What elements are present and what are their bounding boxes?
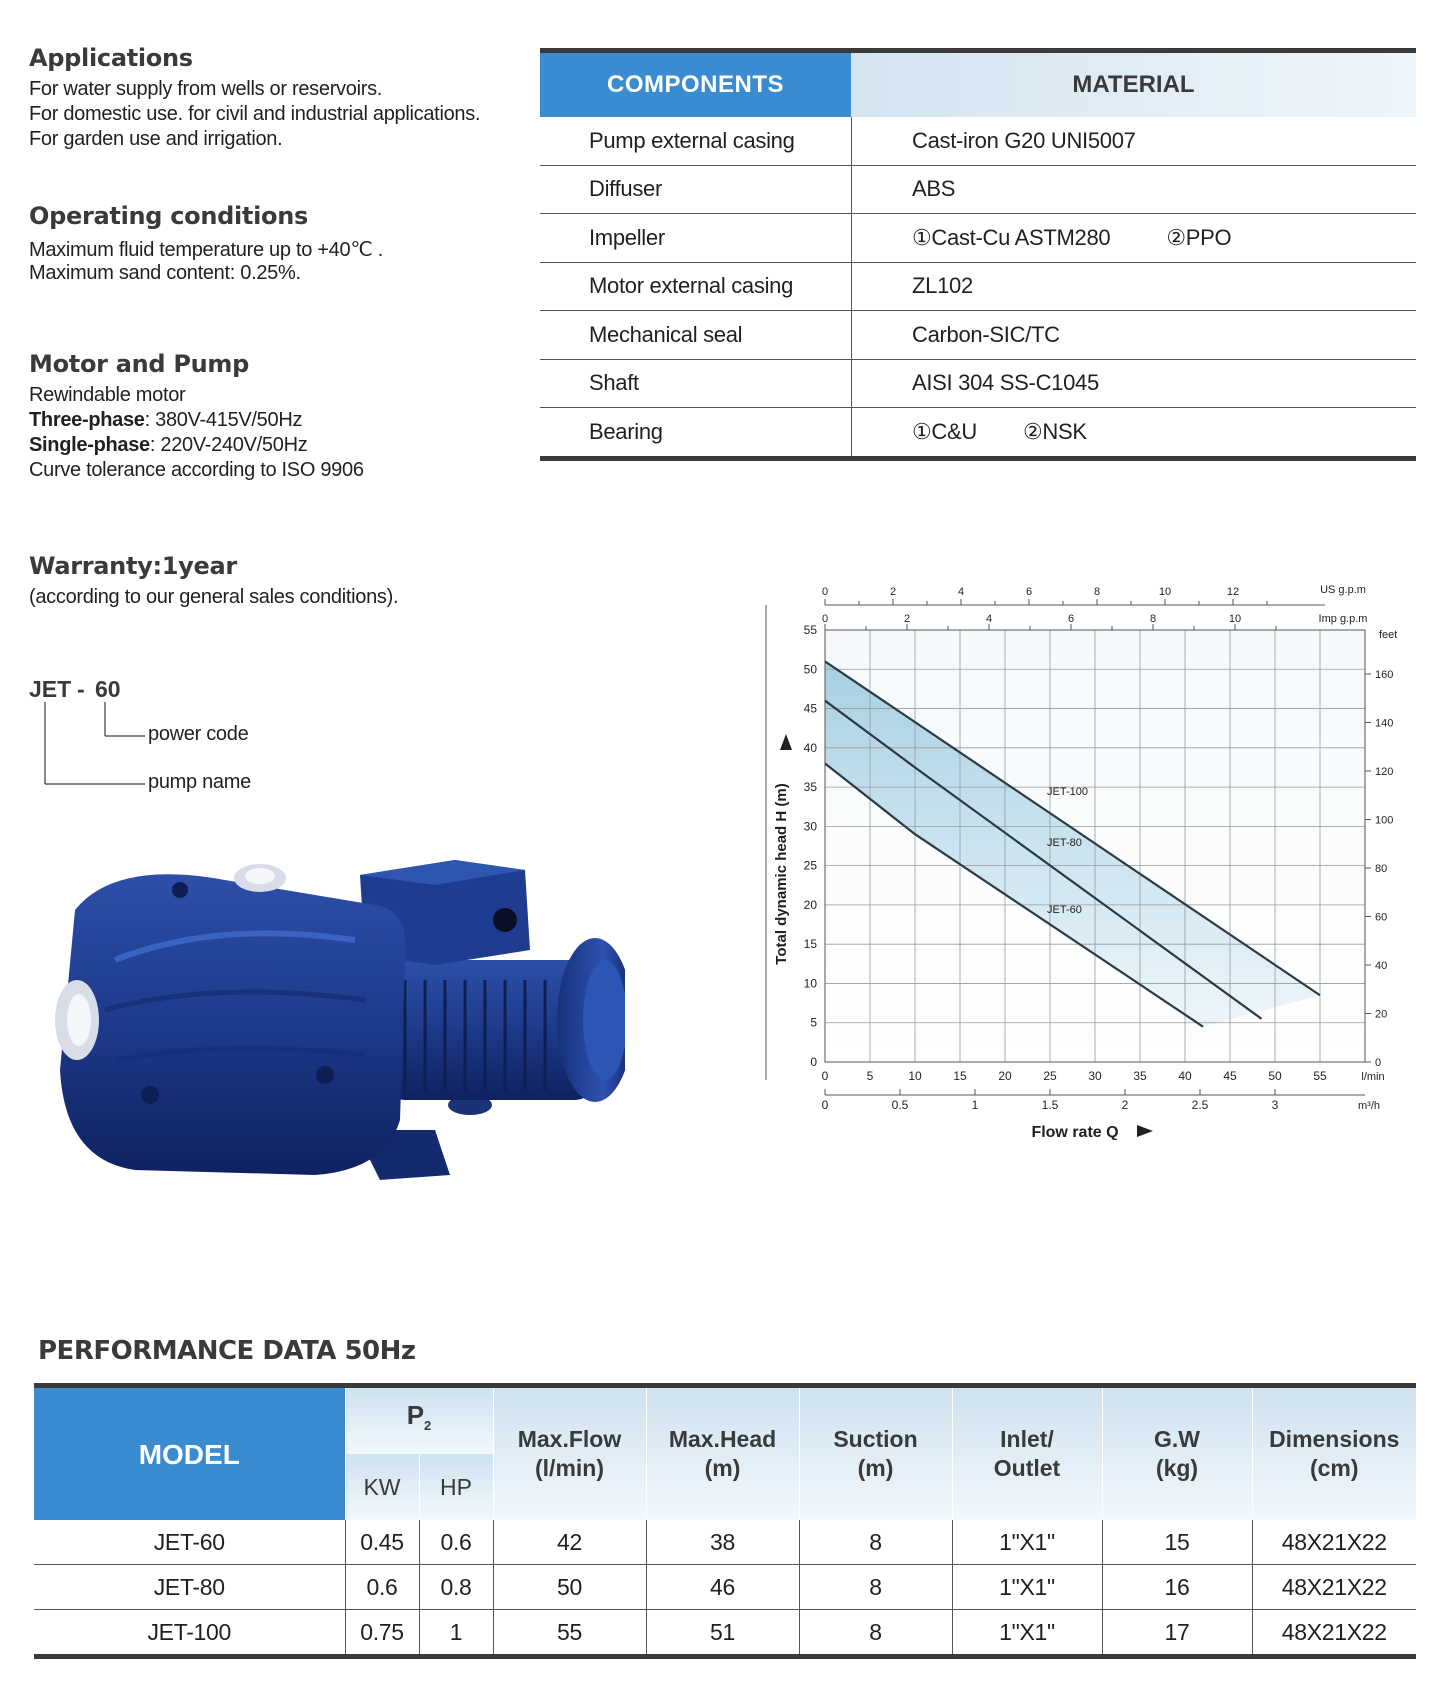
- component-material: [852, 311, 1416, 359]
- table-row: [34, 1520, 1416, 1565]
- y-axis-arrow-icon: [780, 734, 792, 750]
- suction-cell: 8: [799, 1610, 952, 1655]
- component-name: Bearing: [540, 408, 852, 456]
- inlet-outlet-cell: 1"X1": [952, 1610, 1102, 1655]
- three-phase-label: Three-phase: [29, 409, 145, 431]
- m3h-tick-label: 2.5: [1191, 1098, 1209, 1112]
- header-label: Dimensions: [1269, 1426, 1400, 1452]
- motor-line: Curve tolerance according to ISO 9906: [29, 459, 364, 481]
- components-header: COMPONENTS: [540, 53, 851, 117]
- x-tick-label: 15: [953, 1069, 967, 1083]
- applications-line: For water supply from wells or reservoirs.: [29, 78, 383, 100]
- maxflow-header: [493, 1388, 646, 1520]
- y-tick-label: 10: [803, 976, 817, 991]
- impgpm-tick-label: 0: [821, 613, 829, 625]
- components-table: [540, 48, 1416, 461]
- material-value: ①C&U: [912, 418, 977, 444]
- performance-title: PERFORMANCE DATA 50Hz: [38, 1336, 416, 1366]
- m3h-tick-label: 2: [1121, 1098, 1129, 1112]
- header-label: Outlet: [993, 1455, 1061, 1481]
- p2-subscript: 2: [424, 1418, 432, 1434]
- table-bottom-rule: [540, 456, 1416, 461]
- table-row: [34, 1610, 1416, 1655]
- material-value: ABS: [912, 176, 956, 202]
- header-label: Max.Flow: [517, 1426, 622, 1452]
- usgpm-unit-label: US g.p.m: [1320, 584, 1366, 596]
- feet-tick-label: 80: [1375, 863, 1388, 875]
- warranty-title: Warranty:1year: [29, 552, 237, 580]
- component-material: [852, 263, 1416, 311]
- header-unit: (m): [857, 1455, 894, 1481]
- applications-title: Applications: [29, 44, 193, 72]
- m3h-tick-label: 0: [821, 1098, 829, 1112]
- dimensions-cell: 48X21X22: [1252, 1610, 1416, 1655]
- m3h-tick-label: 0.5: [891, 1098, 909, 1112]
- x-tick-label: 55: [1313, 1069, 1327, 1083]
- impgpm-unit-label: Imp g.p.m: [1318, 613, 1368, 625]
- y-tick-label: 5: [810, 1015, 817, 1030]
- table-row: [540, 359, 1416, 408]
- component-material: [852, 214, 1416, 262]
- usgpm-tick-label: 12: [1226, 586, 1240, 598]
- feet-tick-label: 140: [1375, 717, 1394, 730]
- table-row: [540, 117, 1416, 165]
- y-axis-label: Total dynamic head H (m): [773, 783, 790, 965]
- usgpm-tick-label: 4: [957, 586, 965, 598]
- dimensions-cell: 48X21X22: [1252, 1520, 1416, 1565]
- usgpm-tick-label: 10: [1158, 586, 1172, 598]
- gw-header: [1102, 1388, 1252, 1520]
- y-tick-label: 30: [803, 819, 817, 834]
- table-row: [540, 407, 1416, 456]
- material-value-alt: ②NSK: [1022, 418, 1087, 444]
- series-label: JET-80: [1047, 837, 1082, 850]
- suction-cell: 8: [799, 1520, 952, 1565]
- x-tick-label: 25: [1043, 1069, 1057, 1083]
- maxhead-header: [646, 1388, 799, 1520]
- hp-cell: 0.8: [419, 1565, 493, 1610]
- performance-table: [34, 1383, 1416, 1659]
- table-row: [34, 1565, 1416, 1610]
- pump-name-label: pump name: [148, 771, 251, 793]
- naming-code: 60: [95, 676, 121, 702]
- jet-pump-image: [55, 840, 625, 1190]
- y-tick-label: 25: [803, 858, 817, 873]
- gw-cell: 17: [1102, 1610, 1252, 1655]
- operating-title: Operating conditions: [29, 202, 308, 230]
- component-material: [852, 166, 1416, 214]
- feet-unit-label: feet: [1379, 629, 1398, 641]
- component-name: Pump external casing: [540, 117, 852, 165]
- feet-tick-label: 60: [1375, 911, 1388, 924]
- three-phase-line: [29, 409, 302, 432]
- feet-tick-label: 160: [1375, 669, 1394, 681]
- header-unit: (kg): [1155, 1455, 1199, 1481]
- header-unit: (l/min): [535, 1455, 604, 1481]
- table-row: [540, 262, 1416, 311]
- material-value: Cast-iron G20 UNI5007: [912, 127, 1136, 153]
- maxflow-cell: 50: [493, 1565, 646, 1610]
- feet-tick-label: 20: [1375, 1008, 1388, 1021]
- usgpm-tick-label: 0: [821, 586, 829, 598]
- table-row: [540, 213, 1416, 262]
- x-tick-label: 35: [1133, 1069, 1147, 1083]
- kw-cell: 0.45: [345, 1520, 419, 1565]
- model-header: MODEL: [34, 1388, 345, 1520]
- x-tick-label: 20: [998, 1069, 1012, 1083]
- model-cell: JET-100: [34, 1610, 345, 1655]
- dimensions-header: [1252, 1388, 1416, 1520]
- kw-header: KW: [345, 1454, 419, 1520]
- warranty-note: (according to our general sales conditions).: [29, 586, 399, 608]
- usgpm-tick-label: 6: [1025, 586, 1033, 598]
- dimensions-cell: 48X21X22: [1252, 1565, 1416, 1610]
- m3h-tick-label: 3: [1271, 1098, 1279, 1112]
- impgpm-tick-label: 4: [985, 613, 993, 625]
- maxflow-cell: 42: [493, 1520, 646, 1565]
- maxflow-cell: 55: [493, 1610, 646, 1655]
- impgpm-tick-label: 10: [1228, 613, 1242, 625]
- feet-tick-label: 100: [1375, 814, 1394, 827]
- model-cell: JET-80: [34, 1565, 345, 1610]
- header-label: Inlet/: [1000, 1426, 1054, 1452]
- inlet-outlet-cell: 1"X1": [952, 1520, 1102, 1565]
- header-label: Suction: [833, 1426, 918, 1452]
- material-value: ①Cast-Cu ASTM280: [912, 224, 1111, 250]
- x-tick-label: 45: [1223, 1069, 1237, 1083]
- y-tick-label: 15: [803, 937, 817, 952]
- y-tick-label: 45: [803, 701, 817, 716]
- motor-line: Rewindable motor: [29, 384, 186, 406]
- y-tick-label: 35: [803, 780, 817, 795]
- impgpm-tick-label: 8: [1149, 613, 1157, 625]
- suction-header: [799, 1388, 952, 1520]
- usgpm-tick-label: 2: [889, 586, 897, 598]
- x-tick-label: 5: [866, 1069, 874, 1083]
- x-tick-label: 50: [1268, 1069, 1282, 1083]
- table-row: [540, 310, 1416, 359]
- material-value: AISI 304 SS-C1045: [912, 370, 1099, 396]
- series-label: JET-100: [1047, 786, 1088, 799]
- three-phase-value: : 380V-415V/50Hz: [144, 409, 303, 431]
- component-material: [852, 408, 1416, 456]
- impgpm-tick-label: 2: [903, 613, 911, 625]
- table-bottom-rule: [34, 1654, 1416, 1659]
- component-name: Diffuser: [540, 166, 852, 214]
- naming-connector-lines: [40, 700, 150, 790]
- operating-line: Maximum fluid temperature up to +40℃ .: [29, 239, 384, 261]
- single-phase-line: [29, 434, 307, 457]
- component-name: Motor external casing: [540, 263, 852, 311]
- table-row: [540, 165, 1416, 214]
- p2-header: [345, 1388, 493, 1454]
- component-material: [852, 117, 1416, 165]
- material-header: MATERIAL: [851, 53, 1416, 117]
- header-unit: (cm): [1309, 1455, 1359, 1481]
- gw-cell: 15: [1102, 1520, 1252, 1565]
- naming-dash: -: [77, 676, 85, 702]
- x-axis-arrow-icon: [1137, 1125, 1153, 1137]
- y-tick-label: 55: [803, 623, 817, 637]
- maxhead-cell: 46: [646, 1565, 799, 1610]
- component-name: Shaft: [540, 360, 852, 408]
- feet-tick-label: 120: [1375, 766, 1394, 778]
- impgpm-tick-label: 6: [1067, 613, 1075, 625]
- material-value: ZL102: [912, 273, 973, 299]
- naming-prefix: JET: [29, 676, 72, 702]
- p2-label: P: [406, 1400, 425, 1431]
- motor-title: Motor and Pump: [29, 350, 250, 378]
- m3h-tick-label: 1: [971, 1098, 979, 1112]
- material-value: Carbon-SIC/TC: [912, 321, 1060, 347]
- hp-cell: 0.6: [419, 1520, 493, 1565]
- component-material: [852, 360, 1416, 408]
- y-tick-label: 20: [803, 897, 817, 912]
- table-header-row: [34, 1388, 1416, 1454]
- header-label: G.W: [1154, 1426, 1200, 1452]
- maxhead-cell: 51: [646, 1610, 799, 1655]
- m3h-unit-label: m³/h: [1358, 1100, 1380, 1112]
- operating-line: Maximum sand content: 0.25%.: [29, 262, 301, 284]
- x-tick-label: 30: [1088, 1069, 1102, 1083]
- applications-line: For garden use and irrigation.: [29, 128, 283, 150]
- material-value-alt: ②PPO: [1166, 224, 1232, 250]
- hp-header: HP: [419, 1454, 493, 1520]
- x-tick-label: 0: [821, 1069, 829, 1083]
- gw-cell: 16: [1102, 1565, 1252, 1610]
- x-tick-label: 40: [1178, 1069, 1192, 1083]
- kw-cell: 0.6: [345, 1565, 419, 1610]
- components-table-header: [540, 53, 1416, 117]
- x-unit-label: l/min: [1361, 1071, 1385, 1083]
- y-tick-label: 50: [803, 662, 817, 677]
- usgpm-tick-label: 8: [1093, 586, 1101, 598]
- x-tick-label: 10: [908, 1069, 922, 1083]
- feet-tick-label: 0: [1375, 1057, 1382, 1069]
- suction-cell: 8: [799, 1565, 952, 1610]
- m3h-tick-label: 1.5: [1041, 1098, 1059, 1112]
- applications-line: For domestic use. for civil and industrial applications.: [29, 103, 481, 125]
- hp-cell: 1: [419, 1610, 493, 1655]
- inlet-outlet-cell: 1"X1": [952, 1565, 1102, 1610]
- header-label: Max.Head: [668, 1426, 777, 1452]
- feet-tick-label: 40: [1375, 960, 1388, 972]
- inlet-outlet-header: [952, 1388, 1102, 1520]
- y-tick-label: 40: [803, 740, 817, 755]
- single-phase-label: Single-phase: [29, 434, 150, 456]
- header-unit: (m): [704, 1455, 741, 1481]
- series-label: JET-60: [1047, 903, 1082, 916]
- power-code-label: power code: [148, 723, 249, 745]
- single-phase-value: : 220V-240V/50Hz: [149, 434, 308, 456]
- performance-curve-chart: [760, 570, 1400, 1140]
- maxhead-cell: 38: [646, 1520, 799, 1565]
- x-axis-label: Flow rate Q: [1031, 1124, 1119, 1140]
- kw-cell: 0.75: [345, 1610, 419, 1655]
- component-name: Impeller: [540, 214, 852, 262]
- component-name: Mechanical seal: [540, 311, 852, 359]
- y-tick-label: 0: [810, 1055, 817, 1069]
- model-cell: JET-60: [153, 1528, 225, 1555]
